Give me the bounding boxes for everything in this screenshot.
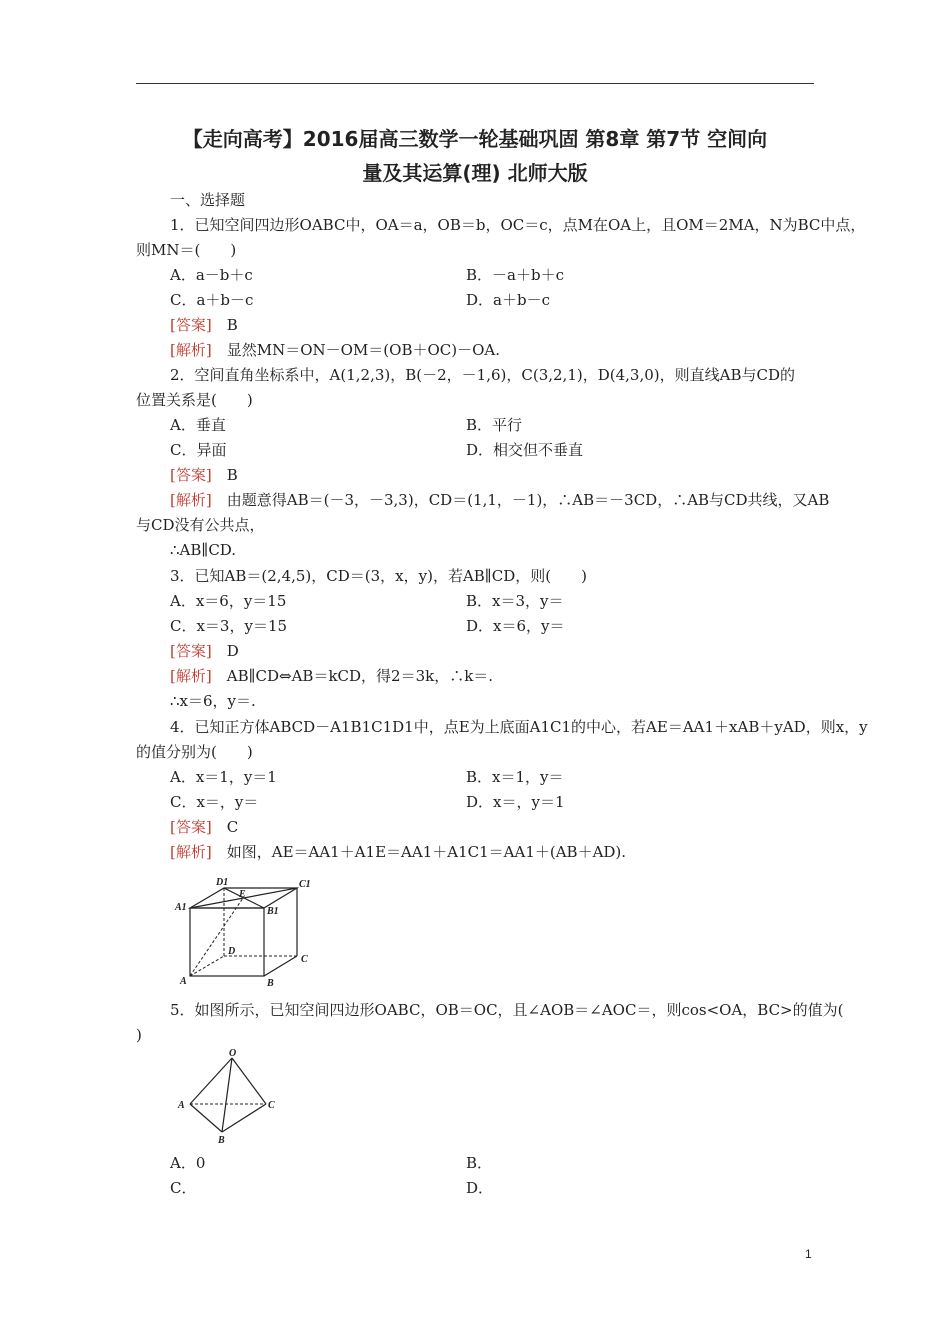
analysis-text: 显然MN＝ON－OM＝(OB＋OC)－OA. <box>226 341 500 359</box>
label-b: B <box>218 1135 225 1146</box>
cube-figure <box>172 872 322 990</box>
edge-oc <box>232 1058 266 1104</box>
q2-stem-line2: 位置关系是( ) <box>136 391 253 409</box>
q3-analysis-line2: ∴x＝6，y＝. <box>170 692 256 710</box>
edge-ob <box>222 1058 232 1132</box>
q3-analysis-row <box>170 666 493 686</box>
answer-value: D <box>226 642 239 660</box>
q4-option-b: B．x＝1，y＝ <box>466 768 564 786</box>
cube-vector-ae <box>190 898 243 976</box>
answer-label: [答案] <box>170 818 212 836</box>
cube-front-face <box>190 908 264 976</box>
answer-label: [答案] <box>170 642 212 660</box>
q4-stem-line2: 的值分别为( ) <box>136 743 253 761</box>
q5-stem-line1: 5．如图所示，已知空间四边形OABC，OB＝OC，且∠AOB＝∠AOC＝，则cos<OA，BC>的值为( <box>170 1001 844 1019</box>
q1-option-d: D．a＋b－c <box>466 291 550 309</box>
q5-stem-line2: ) <box>136 1026 142 1044</box>
analysis-label: [解析] <box>170 667 212 685</box>
q2-answer-row <box>170 465 238 485</box>
q1-stem-line2: 则MN＝( ) <box>136 241 237 259</box>
q4-option-c: C．x＝，y＝ <box>170 793 259 811</box>
q2-analysis-line2: 与CD没有公共点， <box>136 516 265 534</box>
q2-analysis-line3: ∴AB∥CD. <box>170 541 237 559</box>
q3-option-a: A．x＝6，y＝15 <box>170 592 287 610</box>
label-a: A <box>180 976 187 987</box>
analysis-text: 如图，AE＝AA1＋A1E＝AA1＋A1C1＝AA1＋(AB＋AD). <box>226 843 627 861</box>
q1-option-b: B．－a＋b＋c <box>466 266 564 284</box>
answer-value: C <box>226 818 239 836</box>
q1-stem-line1: 1．已知空间四边形OABC中，OA＝a，OB＝b，OC＝c，点M在OA上，且OM＝2MA，N为BC中点， <box>170 216 866 234</box>
label-o: O <box>229 1048 237 1059</box>
edge-bc <box>222 1104 266 1132</box>
q2-option-a: A．垂直 <box>170 416 226 434</box>
q4-option-a: A．x＝1，y＝1 <box>170 768 277 786</box>
q3-option-b: B．x＝3，y＝ <box>466 592 564 610</box>
document-title-line2: 量及其运算(理) 北师大版 <box>362 161 588 185</box>
label-b: B <box>267 978 274 989</box>
edge-ab <box>190 1104 222 1132</box>
q2-option-b: B．平行 <box>466 416 523 434</box>
cube-hidden-edge-ad <box>190 956 224 976</box>
analysis-text: 由题意得AB＝(－3，－3,3)，CD＝(1,1，－1)，∴AB＝－3CD，∴AB与CD共线，又AB <box>226 491 830 509</box>
analysis-label: [解析] <box>170 491 212 509</box>
analysis-text: AB∥CD⇔AB＝kCD，得2＝3k，∴k＝. <box>226 667 494 685</box>
q4-answer-row <box>170 817 238 837</box>
q1-option-c: C．a＋b－c <box>170 291 254 309</box>
label-c: C <box>268 1100 275 1111</box>
q1-analysis-row <box>170 340 500 360</box>
analysis-label: [解析] <box>170 341 212 359</box>
cube-edge-bc <box>264 956 297 976</box>
label-e: E <box>239 889 246 900</box>
q3-option-c: C．x＝3，y＝15 <box>170 617 288 635</box>
q5-option-a: A．0 <box>170 1154 206 1172</box>
q4-analysis-row <box>170 842 626 862</box>
q5-option-b: B． <box>466 1154 493 1172</box>
q4-option-d: D．x＝，y＝1 <box>466 793 565 811</box>
q5-option-d: D． <box>466 1179 494 1197</box>
q3-answer-row <box>170 641 239 661</box>
header-rule <box>136 83 814 84</box>
answer-value: B <box>226 466 238 484</box>
q1-option-a: A．a－b＋c <box>170 266 253 284</box>
section-heading: 一、选择题 <box>170 191 246 209</box>
label-a1: A1 <box>175 902 187 913</box>
q4-stem-line1: 4．已知正方体ABCD－A1B1C1D1中，点E为上底面A1C1的中心，若AE＝AA1＋xAB＋yAD，则x，y <box>170 718 868 736</box>
q3-option-d: D．x＝6，y＝ <box>466 617 565 635</box>
q2-option-d: D．相交但不垂直 <box>466 441 584 459</box>
label-c1: C1 <box>299 879 311 890</box>
label-a: A <box>178 1100 185 1111</box>
analysis-label: [解析] <box>170 843 212 861</box>
q5-option-c: C． <box>170 1179 197 1197</box>
q3-stem: 3．已知AB＝(2,4,5)，CD＝(3，x，y)，若AB∥CD，则( ) <box>170 567 587 585</box>
label-b1: B1 <box>267 906 279 917</box>
answer-label: [答案] <box>170 316 212 334</box>
edge-oa <box>190 1058 232 1104</box>
tetrahedron-figure <box>172 1046 282 1146</box>
label-c: C <box>301 954 308 965</box>
q1-answer-row <box>170 315 238 335</box>
answer-label: [答案] <box>170 466 212 484</box>
label-d: D <box>228 946 236 957</box>
answer-value: B <box>226 316 238 334</box>
q2-stem-line1: 2．空间直角坐标系中，A(1,2,3)，B(－2，－1,6)，C(3,2,1)，D(4,3,0)，则直线AB与CD的 <box>170 366 795 384</box>
label-d1: D1 <box>216 877 229 888</box>
document-title-line1: 【走向高考】2016届高三数学一轮基础巩固 第8章 第7节 空间向 <box>182 127 768 151</box>
page-number: 1 <box>805 1247 812 1261</box>
q2-option-c: C．异面 <box>170 441 227 459</box>
q2-analysis-row <box>170 490 829 510</box>
